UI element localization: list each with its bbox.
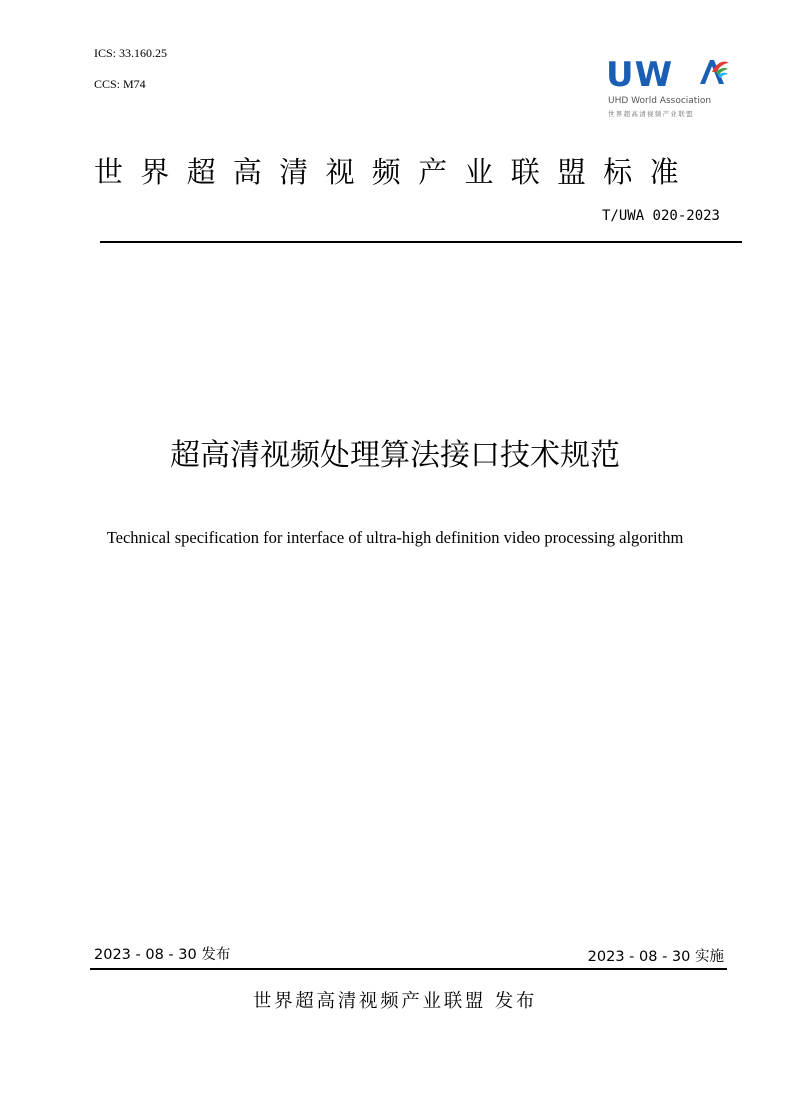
implementation-date: 2023 - 08 - 30 实施 xyxy=(587,949,724,965)
publisher: 世界超高清视频产业联盟 发布 xyxy=(252,991,538,1012)
logo-wordmark: UW xyxy=(606,55,674,95)
release-date: 2023 - 08 - 30 发布 xyxy=(94,947,231,963)
organization-standard-title: 世界超高清视频产业联盟标准 xyxy=(94,155,696,189)
document-title-en: Technical specification for interface of ultra-high definition video processing algorithm xyxy=(106,528,684,547)
standard-number: T/UWA 020-2023 xyxy=(601,208,720,224)
ics-code: ICS: 33.160.25 xyxy=(94,46,168,60)
logo-chinese-name: 世界超高清视频产业联盟 xyxy=(608,110,694,118)
document-title-zh: 超高清视频处理算法接口技术规范 xyxy=(170,438,620,473)
header-divider xyxy=(100,241,742,243)
uwa-logo xyxy=(606,55,736,123)
footer-divider xyxy=(90,968,727,970)
logo-english-name: UHD World Association xyxy=(608,96,712,106)
ccs-code: CCS: M74 xyxy=(94,77,146,91)
logo-a-mark-icon xyxy=(698,57,730,85)
